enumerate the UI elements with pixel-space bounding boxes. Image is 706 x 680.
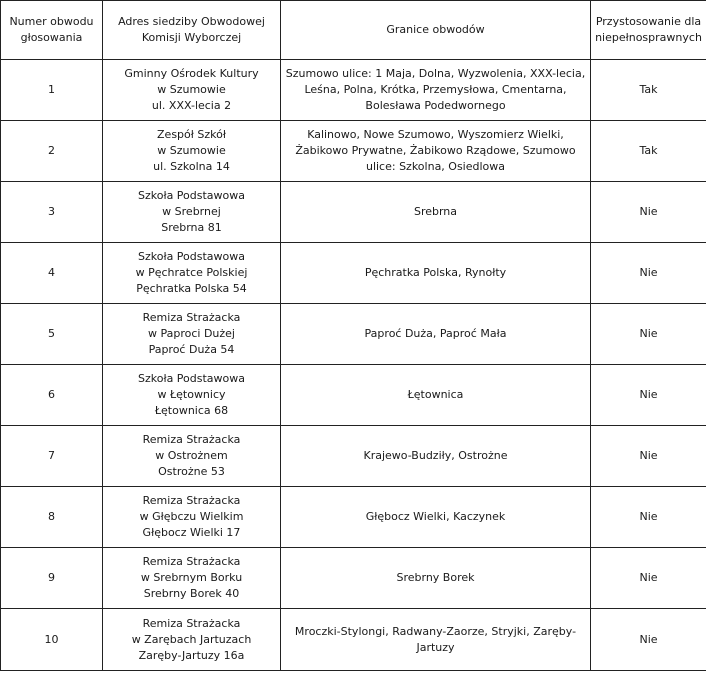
cell-district-boundaries bbox=[281, 60, 591, 121]
cell-district-number bbox=[1, 121, 103, 182]
cell-district-boundaries bbox=[281, 609, 591, 671]
cell-district-number bbox=[1, 609, 103, 671]
cell-accessibility bbox=[591, 548, 706, 609]
header-number-line: głosowania bbox=[20, 31, 83, 44]
address-line: Łętownica 68 bbox=[154, 404, 229, 417]
cell-district-number bbox=[1, 487, 103, 548]
address-line: ul. Szkolna 14 bbox=[153, 160, 230, 173]
table-row bbox=[1, 426, 706, 487]
address-line: Zespół Szkół bbox=[157, 128, 226, 141]
boundaries-line: Pęchratka Polska, Rynołty bbox=[364, 266, 507, 279]
cell-accessibility bbox=[591, 60, 706, 121]
header-row bbox=[1, 1, 706, 60]
boundaries-line: Srebrny Borek bbox=[396, 571, 475, 584]
header-number-line: Numer obwodu bbox=[9, 15, 94, 28]
accessibility-value: Nie bbox=[639, 388, 658, 401]
cell-accessibility bbox=[591, 121, 706, 182]
cell-district-boundaries bbox=[281, 243, 591, 304]
accessibility-value: Nie bbox=[639, 327, 658, 340]
district-number: 9 bbox=[48, 571, 55, 584]
address-line: w Łętownicy bbox=[157, 388, 226, 401]
table-row bbox=[1, 487, 706, 548]
boundaries-line: Paproć Duża, Paproć Mała bbox=[364, 327, 507, 340]
table-body bbox=[1, 60, 706, 671]
table-row bbox=[1, 182, 706, 243]
cell-district-boundaries bbox=[281, 426, 591, 487]
table-row bbox=[1, 548, 706, 609]
cell-commission-address bbox=[103, 304, 281, 365]
cell-commission-address bbox=[103, 426, 281, 487]
accessibility-value: Tak bbox=[639, 83, 658, 96]
address-line: Srebrna 81 bbox=[161, 221, 222, 234]
address-line: Gminny Ośrodek Kultury bbox=[124, 67, 259, 80]
cell-district-boundaries bbox=[281, 487, 591, 548]
cell-accessibility bbox=[591, 609, 706, 671]
cell-district-number bbox=[1, 548, 103, 609]
cell-commission-address bbox=[103, 365, 281, 426]
accessibility-value: Nie bbox=[639, 571, 658, 584]
cell-accessibility bbox=[591, 243, 706, 304]
header-accessibility-line: Przystosowanie dla bbox=[595, 15, 702, 28]
cell-district-boundaries bbox=[281, 304, 591, 365]
boundaries-line: Głębocz Wielki, Kaczynek bbox=[365, 510, 506, 523]
header-address-line: Adres siedziby Obwodowej bbox=[118, 15, 265, 28]
accessibility-value: Nie bbox=[639, 266, 658, 279]
accessibility-value: Nie bbox=[639, 510, 658, 523]
cell-district-boundaries bbox=[281, 548, 591, 609]
boundaries-line: Jartuzy bbox=[416, 640, 455, 654]
accessibility-value: Tak bbox=[639, 144, 658, 157]
cell-commission-address bbox=[103, 182, 281, 243]
table-row bbox=[1, 121, 706, 182]
boundaries-line: ulice: Szkolna, Osiedlowa bbox=[365, 160, 506, 173]
table-row bbox=[1, 243, 706, 304]
address-line: w Ostrożnem bbox=[155, 449, 228, 462]
address-line: Zaręby-Jartuzy 16a bbox=[138, 648, 245, 662]
boundaries-line: Bolesława Podedwornego bbox=[365, 99, 506, 112]
address-line: Srebrny Borek 40 bbox=[143, 587, 240, 600]
cell-commission-address bbox=[103, 121, 281, 182]
cell-district-number bbox=[1, 365, 103, 426]
header-number bbox=[1, 1, 103, 60]
address-line: w Zarębach Jartuzach bbox=[131, 632, 252, 646]
table-row bbox=[1, 60, 706, 121]
header-accessibility bbox=[591, 1, 706, 60]
address-line: Szkoła Podstawowa bbox=[137, 250, 246, 263]
address-line: Remiza Strażacka bbox=[142, 311, 241, 324]
boundaries-line: Kalinowo, Nowe Szumowo, Wyszomierz Wielki, bbox=[307, 128, 564, 141]
table-row bbox=[1, 609, 706, 671]
address-line: w Szumowie bbox=[157, 83, 226, 96]
cell-district-number bbox=[1, 304, 103, 365]
address-line: w Pęchratce Polskiej bbox=[135, 266, 248, 279]
district-number: 7 bbox=[48, 449, 55, 462]
address-line: Remiza Strażacka bbox=[142, 433, 241, 446]
cell-commission-address bbox=[103, 60, 281, 121]
address-line: w Srebrnym Borku bbox=[140, 571, 243, 584]
cell-commission-address bbox=[103, 609, 281, 671]
header-accessibility-line: niepełnosprawnych bbox=[595, 31, 702, 44]
header-address bbox=[103, 1, 281, 60]
header-address-line: Komisji Wyborczej bbox=[141, 31, 242, 44]
accessibility-value: Nie bbox=[639, 632, 658, 646]
accessibility-value: Nie bbox=[639, 205, 658, 218]
address-line: w Głębczu Wielkim bbox=[139, 510, 244, 523]
boundaries-line: Leśna, Polna, Krótka, Przemysłowa, Cmentarna, bbox=[304, 83, 567, 96]
cell-district-number bbox=[1, 243, 103, 304]
address-line: Remiza Strażacka bbox=[142, 555, 241, 568]
district-number: 1 bbox=[48, 83, 55, 96]
boundaries-line: Łętownica bbox=[407, 388, 464, 401]
cell-commission-address bbox=[103, 243, 281, 304]
address-line: w Szumowie bbox=[157, 144, 226, 157]
address-line: Głębocz Wielki 17 bbox=[142, 526, 241, 539]
table-row bbox=[1, 304, 706, 365]
address-line: Paproć Duża 54 bbox=[148, 343, 235, 356]
boundaries-line: Krajewo-Budziły, Ostrożne bbox=[363, 449, 508, 462]
address-line: w Srebrnej bbox=[162, 205, 221, 218]
address-line: Pęchratka Polska 54 bbox=[136, 282, 247, 295]
cell-district-number bbox=[1, 60, 103, 121]
boundaries-line: Mroczki-Stylongi, Radwany-Zaorze, Stryjki, Zaręby- bbox=[294, 624, 577, 638]
cell-district-number bbox=[1, 426, 103, 487]
boundaries-line: Szumowo ulice: 1 Maja, Dolna, Wyzwolenia, XXX-lecia, bbox=[285, 67, 586, 80]
address-line: Remiza Strażacka bbox=[142, 494, 241, 507]
cell-accessibility bbox=[591, 304, 706, 365]
cell-commission-address bbox=[103, 548, 281, 609]
header-boundaries bbox=[281, 1, 591, 60]
district-number: 8 bbox=[48, 510, 55, 523]
cell-district-boundaries bbox=[281, 182, 591, 243]
district-number: 5 bbox=[48, 327, 55, 340]
cell-district-boundaries bbox=[281, 121, 591, 182]
address-line: w Paproci Dużej bbox=[147, 327, 235, 340]
address-line: Szkoła Podstawowa bbox=[137, 189, 246, 202]
cell-district-number bbox=[1, 182, 103, 243]
district-number: 4 bbox=[48, 266, 55, 279]
cell-accessibility bbox=[591, 182, 706, 243]
cell-accessibility bbox=[591, 487, 706, 548]
district-number: 3 bbox=[48, 205, 55, 218]
cell-accessibility bbox=[591, 365, 706, 426]
header-boundaries-line: Granice obwodów bbox=[386, 23, 485, 36]
accessibility-value: Nie bbox=[639, 449, 658, 462]
district-number: 10 bbox=[44, 632, 59, 646]
cell-commission-address bbox=[103, 487, 281, 548]
district-number: 6 bbox=[48, 388, 55, 401]
cell-accessibility bbox=[591, 426, 706, 487]
boundaries-line: Żabikowo Prywatne, Żabikowo Rządowe, Szumowo bbox=[295, 144, 576, 157]
boundaries-line: Srebrna bbox=[413, 205, 458, 218]
address-line: ul. XXX-lecia 2 bbox=[151, 99, 232, 112]
district-number: 2 bbox=[48, 144, 55, 157]
cell-district-boundaries bbox=[281, 365, 591, 426]
address-line: Ostrożne 53 bbox=[158, 465, 225, 478]
address-line: Szkoła Podstawowa bbox=[137, 372, 246, 385]
address-line: Remiza Strażacka bbox=[142, 616, 241, 630]
table-row bbox=[1, 365, 706, 426]
